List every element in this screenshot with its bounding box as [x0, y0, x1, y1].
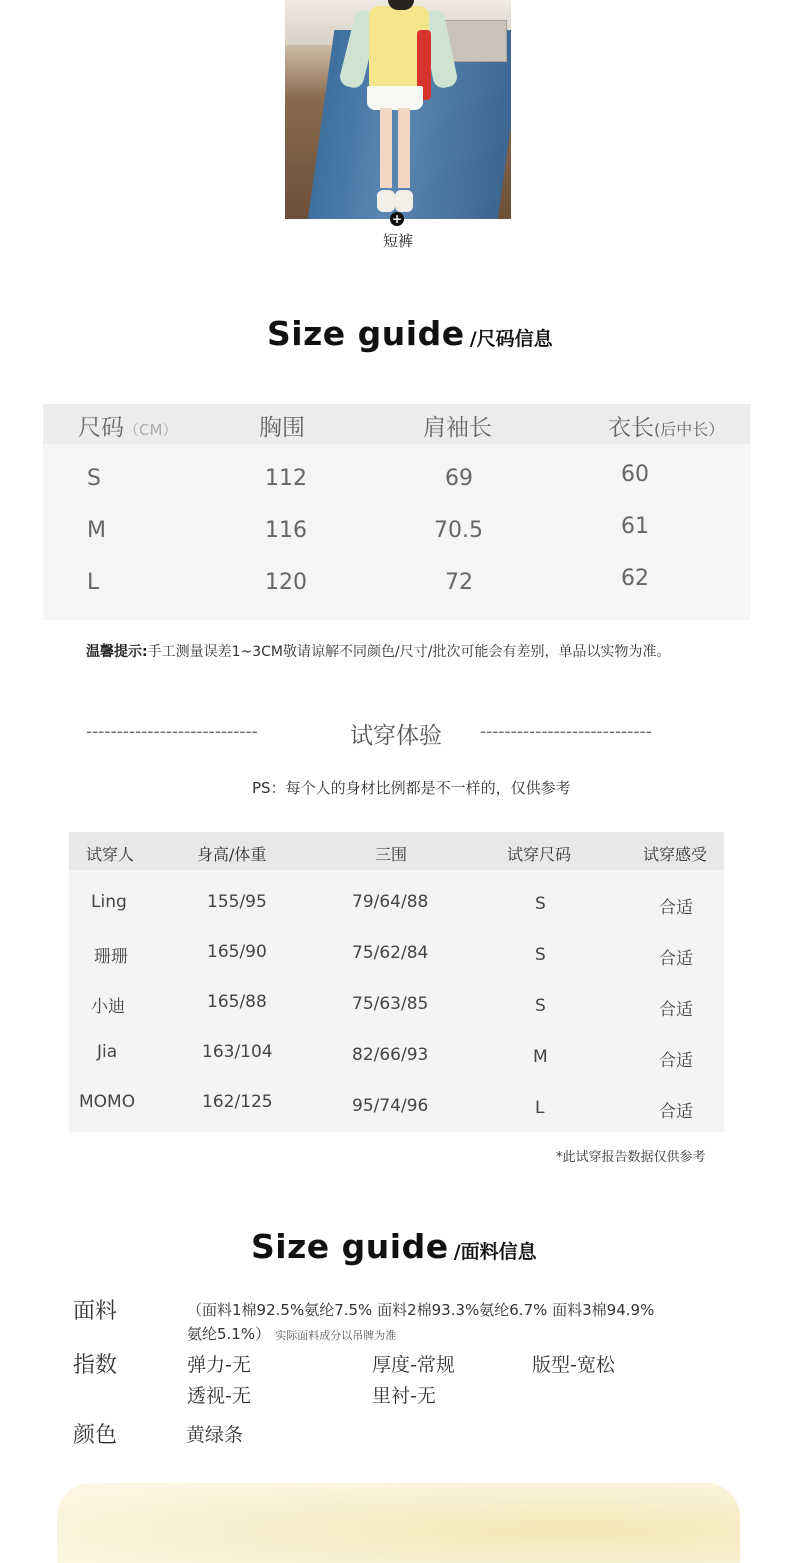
lining-value: 里衬-无 — [372, 1385, 436, 1407]
fabric-swatch-image — [57, 1483, 740, 1563]
tip-text: 手工测量误差1~3CM敬请谅解不同颜色/尺寸/批次可能会有差别，单品以实物为准。 — [147, 644, 671, 660]
elasticity-value: 弹力-无 — [187, 1354, 251, 1376]
sleeve-cell: 69 — [445, 466, 473, 491]
tryon-header-height-weight: 身高/体重 — [197, 845, 267, 864]
fabric-guide-subtitle: /面料信息 — [453, 1241, 537, 1263]
size-cell: S — [87, 466, 101, 491]
measurement-tip — [86, 641, 670, 661]
size-col-header — [78, 409, 177, 442]
tryon-feeling: 合适 — [659, 1000, 693, 1020]
material-label: 面料 — [73, 1299, 118, 1324]
size-guide-title: Size guide — [267, 314, 465, 353]
tryon-feeling: 合适 — [659, 1051, 693, 1071]
tryon-height-weight: 165/90 — [207, 942, 267, 962]
tryon-feeling: 合适 — [659, 1102, 693, 1122]
material-note: 实际面料成分以吊牌为准 — [275, 1329, 397, 1342]
tryon-measurements: 79/64/88 — [352, 892, 429, 912]
chest-cell: 116 — [265, 518, 307, 543]
size-guide-subtitle: /尺码信息 — [469, 328, 553, 350]
tryon-height-weight: 165/88 — [207, 992, 267, 1012]
length-cell: 62 — [621, 566, 649, 591]
tryon-person: MOMO — [79, 1092, 136, 1112]
fit-value: 版型-宽松 — [532, 1354, 615, 1376]
tryon-header-measurements: 三围 — [375, 845, 408, 864]
tryon-feeling: 合适 — [659, 949, 693, 969]
length-cell: 61 — [621, 514, 649, 539]
plus-icon: + — [391, 212, 403, 226]
chest-cell: 120 — [265, 570, 307, 595]
length-cell: 60 — [621, 462, 649, 487]
tryon-person: 小迪 — [91, 997, 125, 1017]
tryon-size: S — [535, 945, 546, 965]
tryon-header-person: 试穿人 — [86, 845, 135, 864]
chest-col-header: 胸围 — [259, 415, 305, 441]
tryon-feeling: 合适 — [659, 898, 693, 918]
photo-caption: 短裤 — [382, 232, 413, 250]
tryon-person: Ling — [91, 892, 127, 912]
tryon-size: S — [535, 996, 546, 1016]
length-header-label: 衣长 — [608, 415, 654, 441]
tryon-size: M — [533, 1047, 548, 1067]
tryon-header-feeling: 试穿感受 — [643, 845, 708, 864]
tryon-size: L — [535, 1098, 545, 1118]
length-header-note: (后中长） — [654, 420, 725, 439]
material-line2 — [187, 1323, 396, 1344]
tryon-person: Jia — [97, 1042, 118, 1062]
tryon-size: S — [535, 894, 546, 914]
index-label: 指数 — [73, 1353, 118, 1378]
tryon-person: 珊珊 — [94, 947, 128, 967]
tryon-measurements: 95/74/96 — [352, 1096, 429, 1116]
tryon-measurements: 75/62/84 — [352, 943, 429, 963]
tryon-title: 试穿体验 — [350, 723, 442, 749]
size-header-label: 尺码 — [78, 415, 124, 441]
chest-cell: 112 — [265, 466, 307, 491]
tryon-height-weight: 155/95 — [207, 892, 267, 912]
size-cell: L — [87, 570, 100, 595]
divider-right: ---------------------------- — [480, 722, 652, 742]
tip-label: 温馨提示: — [86, 644, 148, 660]
size-guide-heading — [267, 314, 553, 353]
sleeve-cell: 70.5 — [434, 518, 483, 543]
transparency-value: 透视-无 — [187, 1385, 251, 1407]
fabric-guide-heading — [251, 1227, 537, 1266]
material-line2-text: 氨纶5.1%） — [187, 1325, 271, 1343]
tryon-height-weight: 162/125 — [202, 1092, 273, 1112]
size-cell: M — [87, 518, 106, 543]
thickness-value: 厚度-常规 — [372, 1354, 455, 1376]
material-line1: （面料1棉92.5%氨纶7.5% 面料2棉93.3%氨纶6.7% 面料3棉94.9% — [187, 1301, 655, 1319]
size-unit-label: （CM） — [124, 421, 178, 439]
length-col-header — [608, 409, 724, 442]
sleeve-cell: 72 — [445, 570, 473, 595]
tryon-height-weight: 163/104 — [202, 1042, 273, 1062]
tryon-table — [69, 832, 724, 1132]
ps-note: PS：每个人的身材比例都是不一样的，仅供参考 — [252, 779, 571, 797]
tryon-measurements: 82/66/93 — [352, 1045, 429, 1065]
fabric-guide-title: Size guide — [251, 1227, 449, 1266]
outfit-photo — [285, 0, 511, 219]
color-value: 黄绿条 — [186, 1424, 244, 1446]
tryon-note: *此试穿报告数据仅供参考 — [556, 1150, 706, 1165]
sleeve-col-header: 肩袖长 — [423, 415, 492, 441]
tryon-header-size: 试穿尺码 — [507, 845, 572, 864]
tryon-measurements: 75/63/85 — [352, 994, 429, 1014]
color-label: 颜色 — [73, 1423, 118, 1448]
divider-left: ---------------------------- — [86, 722, 258, 742]
